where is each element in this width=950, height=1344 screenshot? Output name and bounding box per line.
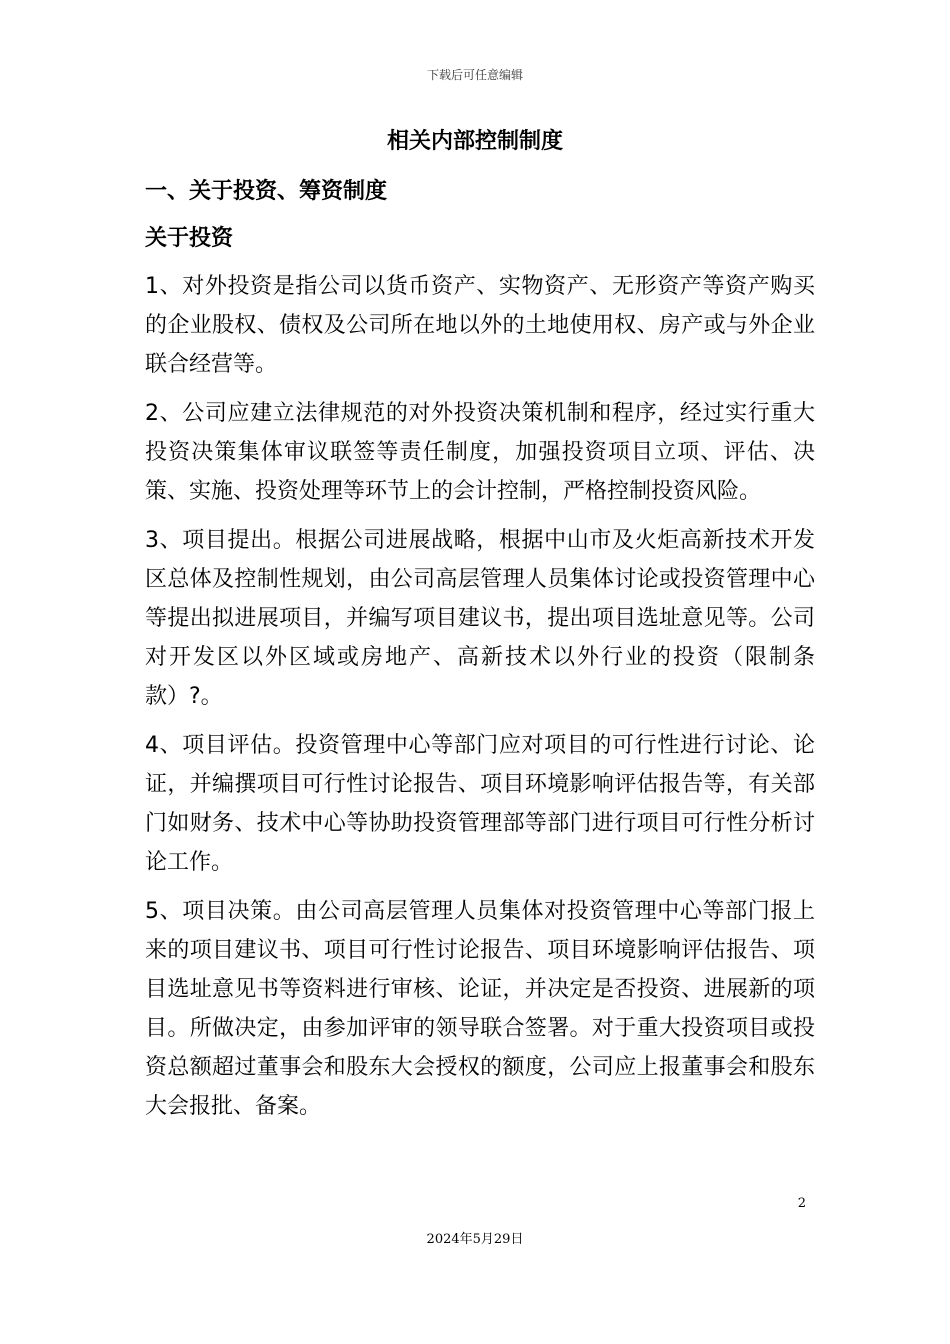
subsection-heading: 关于投资	[145, 226, 234, 251]
paragraph-5: 5、项目决策。由公司高层管理人员集体对投资管理中心等部门报上来的项目建议书、项目可行性讨论报告、项目环境影响评估报告、项目选址意见书等资料进行审核、论证，并决定是否投资、进展新的项目。所做决定，由参加评审的领导联合签署。对于重大投资项目或投资总额超过董事会和股东大会授权的额度，公司应上报董事会和股东大会报批、备案。	[145, 899, 815, 1119]
header-note: 下载后可任意编辑	[426, 68, 523, 82]
paragraph-3: 3、项目提出。根据公司进展战略，根据中山市及火炬高新技术开发区总体及控制性规划，由公司高层管理人员集体讨论或投资管理中心等提出拟进展项目，并编写项目建议书，提出项目选址意见等。公司对开发区以外区域或房地产、高新技术以外行业的投资（限制条款）?。	[145, 528, 815, 709]
paragraph-1: 1、对外投资是指公司以货币资产、实物资产、无形资产等资产购买的企业股权、债权及公司所在地以外的土地使用权、房产或与外企业联合经营等。	[145, 274, 815, 377]
section-heading: 一、关于投资、筹资制度	[145, 179, 388, 204]
page-number: 2	[797, 1196, 806, 1211]
document-title: 相关内部控制制度	[386, 129, 563, 154]
paragraph-2: 2、公司应建立法律规范的对外投资决策机制和程序，经过实行重大投资决策集体审议联签等责任制度，加强投资项目立项、评估、决策、实施、投资处理等环节上的会计控制，严格控制投资风险。	[145, 401, 815, 504]
document-body	[145, 267, 815, 1136]
paragraph-4: 4、项目评估。投资管理中心等部门应对项目的可行性进行讨论、论证，并编撰项目可行性讨论报告、项目环境影响评估报告等，有关部门如财务、技术中心等协助投资管理部等部门进行项目可行性分析讨论工作。	[145, 733, 815, 875]
footer-date: 2024年5月29日	[426, 1232, 524, 1247]
